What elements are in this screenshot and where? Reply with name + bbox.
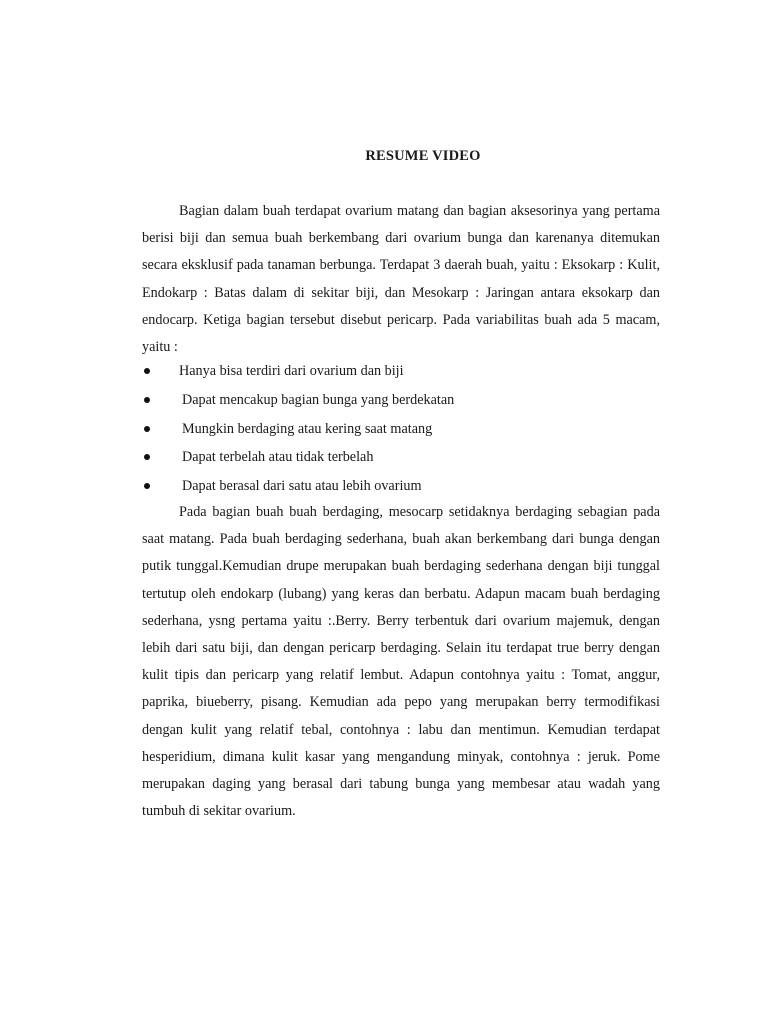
- list-item: [142, 386, 660, 415]
- list-item-text: Dapat terbelah atau tidak terbelah: [182, 449, 374, 466]
- bullet-list: [142, 357, 660, 501]
- list-item: [142, 415, 660, 444]
- list-item: [142, 472, 660, 501]
- paragraph-fleshy-fruit: Pada bagian buah buah berdaging, mesocarp setidaknya berdaging sebagian pada saat matang. Pada buah berdaging sederhana, buah akan berkembang dari bunga dengan putik tunggal.Kemudian drupe merupakan buah berdaging sederhana dengan biji tunggal tertutup oleh endokarp (lubang) yang keras dan berbatu. Adapun macam buah berdaging sederhana, ysng pertama yaitu :.Berry. Berry terbentuk dari ovarium majemuk, dengan lebih dari satu biji, dan dengan pericarp berdaging. Selain itu terdapat true berry dengan kulit tipis dan pericarp yang relatif lembut. Adapun contohnya yaitu : Tomat, anggur, paprika, biueberry, pisang. Kemudian ada pepo yang merupakan berry termodifikasi dengan kulit yang relatif tebal, contohnya : labu dan mentimun. Kemudian terdapat hesperidium, dimana kulit kasar yang mengandung minyak, contohnya : jeruk. Pome merupakan daging yang berasal dari tabung bunga yang membesar atau wadah yang tumbuh di sekitar ovarium.: [142, 504, 660, 820]
- list-item: [142, 443, 660, 472]
- document-title: RESUME VIDEO: [365, 148, 481, 164]
- list-item-text: Dapat mencakup bagian bunga yang berdekatan: [182, 391, 455, 408]
- bullet-icon: [144, 426, 150, 432]
- paragraph-intro: Bagian dalam buah terdapat ovarium matang dan bagian aksesorinya yang pertama berisi biji dan semua buah berkembang dari ovarium bunga dan karenanya ditemukan secara eksklusif pada tanaman berbunga. Terdapat 3 daerah buah, yaitu : Eksokarp : Kulit, Endokarp : Batas dalam di sekitar biji, dan Mesokarp : Jaringan antara eksokarp dan endocarp. Ketiga bagian tersebut disebut pericarp. Pada variabilitas buah ada 5 macam, yaitu :: [142, 203, 660, 356]
- list-item-text: Hanya bisa terdiri dari ovarium dan biji: [179, 363, 404, 379]
- list-item-text: Dapat berasal dari satu atau lebih ovarium: [182, 478, 422, 495]
- list-item-text: Mungkin berdaging atau kering saat matang: [182, 420, 433, 437]
- bullet-icon: [144, 368, 150, 374]
- list-item: [142, 357, 660, 386]
- bullet-icon: [144, 454, 150, 460]
- bullet-icon: [144, 483, 150, 489]
- bullet-icon: [144, 397, 150, 403]
